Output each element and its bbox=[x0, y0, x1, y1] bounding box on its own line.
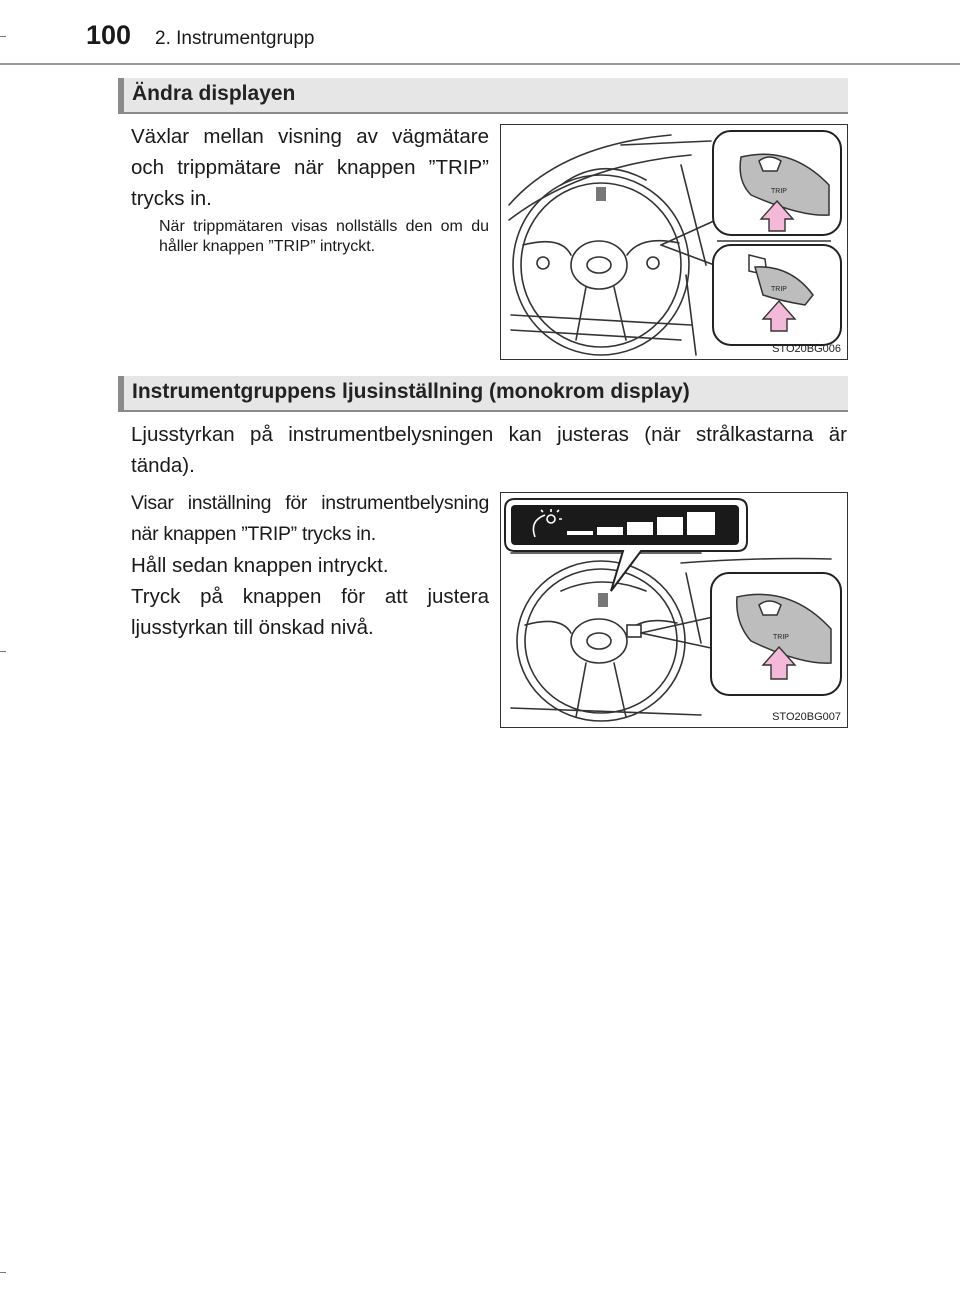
trip-label: TRIP bbox=[773, 634, 789, 641]
brightness-level-5 bbox=[687, 512, 715, 535]
section2-intro: Ljusstyrkan på instrumentbelysningen kan justeras (när strålkastarna är tända). bbox=[131, 423, 847, 477]
brightness-level-2 bbox=[597, 527, 623, 535]
margin-tick bbox=[0, 36, 6, 37]
section-heading-change-display bbox=[118, 78, 848, 114]
brightness-level-3 bbox=[627, 522, 653, 535]
section-marker bbox=[118, 376, 124, 410]
step-text: Håll sedan knappen intryckt. bbox=[131, 554, 389, 577]
brightness-illustration bbox=[501, 493, 847, 727]
figure-code: STO20BG007 bbox=[772, 711, 841, 723]
step-text: Visar inställning för instrumentbelysning när knappen ”TRIP” trycks in. bbox=[131, 492, 489, 545]
brightness-level-1 bbox=[567, 531, 593, 535]
section2-steps bbox=[131, 488, 489, 643]
chapter-title: 2. Instrumentgrupp bbox=[155, 28, 315, 49]
figure-code: STO20BG006 bbox=[772, 343, 841, 355]
section-heading-brightness bbox=[118, 376, 848, 412]
section1-body: Växlar mellan visning av vägmätare och trippmätare när knappen ”TRIP” trycks in. bbox=[131, 125, 489, 210]
header-divider bbox=[0, 63, 960, 65]
figure-brightness-setting bbox=[500, 492, 848, 728]
margin-tick bbox=[0, 651, 6, 652]
step-text: Tryck på knappen för att justera ljusstyrkan till önskad nivå. bbox=[131, 585, 489, 639]
section-marker bbox=[118, 78, 124, 112]
trip-label: TRIP bbox=[771, 188, 787, 195]
steering-wheel-illustration bbox=[501, 125, 847, 359]
brightness-level-4 bbox=[657, 517, 683, 535]
section-title: Instrumentgruppens ljusinställning (monokrom display) bbox=[132, 380, 690, 403]
margin-tick bbox=[0, 1272, 6, 1273]
trip-label: TRIP bbox=[771, 286, 787, 293]
section1-note: När trippmätaren visas nollställs den om du håller knappen ”TRIP” intryckt. bbox=[159, 218, 489, 255]
page-number: 100 bbox=[86, 20, 132, 50]
figure-steering-wheel-trip-button bbox=[500, 124, 848, 360]
section-title: Ändra displayen bbox=[132, 82, 296, 105]
